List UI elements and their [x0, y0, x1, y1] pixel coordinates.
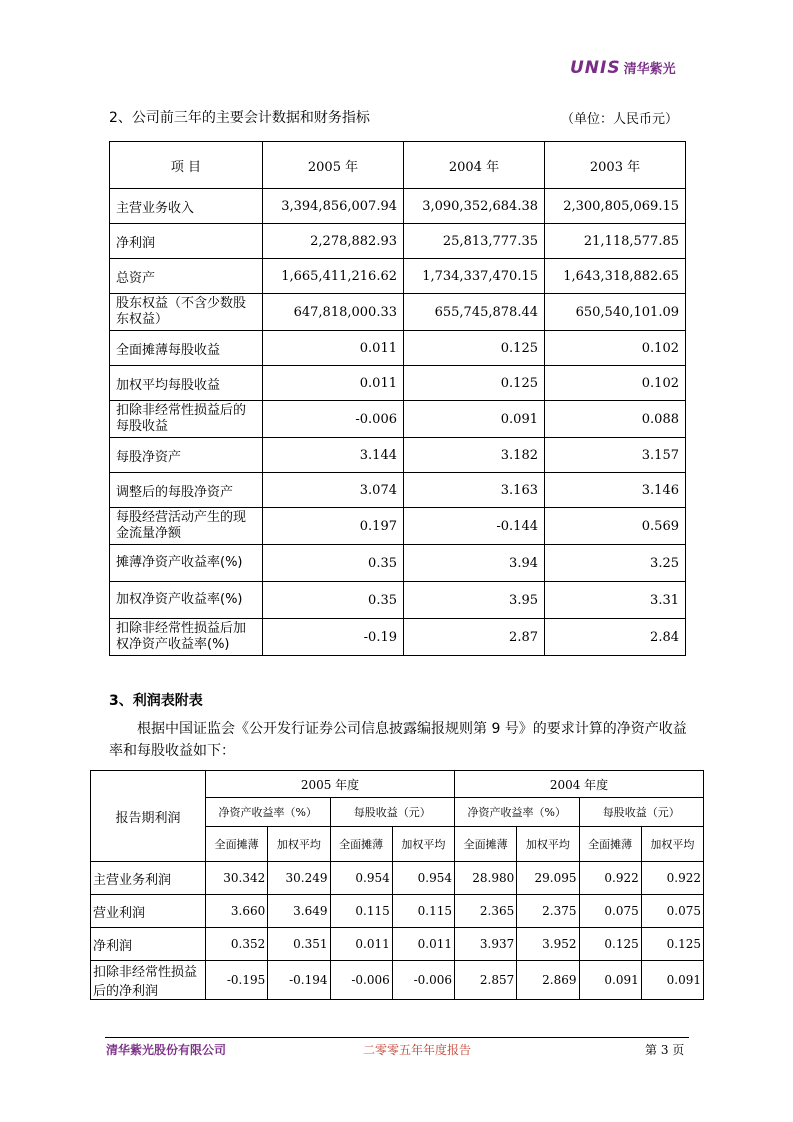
value-cell: 2.375 [517, 895, 579, 928]
value-cell: 0.922 [579, 862, 641, 895]
value-cell: 3.952 [517, 928, 579, 961]
value-cell: 650,540,101.09 [545, 294, 686, 331]
row-label: 主营业务收入 [110, 189, 263, 224]
value-cell: 0.125 [579, 928, 641, 961]
sub-header: 加权平均 [517, 827, 579, 862]
value-cell: -0.195 [206, 961, 268, 1000]
group-header: 净资产收益率（%） [206, 798, 331, 827]
value-cell: 30.249 [268, 862, 330, 895]
value-cell: 25,813,777.35 [404, 224, 545, 259]
value-cell: 0.102 [545, 331, 686, 366]
value-cell: 0.091 [404, 401, 545, 438]
row-header-cell: 报告期利润 [91, 771, 206, 862]
sub-header: 全面摊薄 [330, 827, 392, 862]
table-row [110, 331, 686, 366]
value-cell: 3.660 [206, 895, 268, 928]
value-cell: 3.157 [545, 438, 686, 473]
table-row [110, 545, 686, 582]
value-cell: 0.35 [263, 582, 404, 619]
column-header: 2005 年 [263, 142, 404, 189]
table-row [110, 189, 686, 224]
row-label: 全面摊薄每股收益 [110, 331, 263, 366]
value-cell: 3.95 [404, 582, 545, 619]
value-cell: 0.091 [641, 961, 703, 1000]
row-label: 净利润 [110, 224, 263, 259]
value-cell: 0.115 [392, 895, 454, 928]
table-row [110, 582, 686, 619]
table-row [110, 294, 686, 331]
value-cell: -0.006 [392, 961, 454, 1000]
section3-title: 3、利润表附表 [109, 693, 203, 709]
value-cell: 0.102 [545, 366, 686, 401]
table-row [110, 259, 686, 294]
sub-header: 全面摊薄 [206, 827, 268, 862]
value-cell: 0.011 [263, 331, 404, 366]
value-cell: 0.197 [263, 508, 404, 545]
value-cell: -0.006 [330, 961, 392, 1000]
value-cell: 29.095 [517, 862, 579, 895]
value-cell: 0.011 [330, 928, 392, 961]
value-cell: 0.115 [330, 895, 392, 928]
value-cell: 1,734,337,470.15 [404, 259, 545, 294]
value-cell: 655,745,878.44 [404, 294, 545, 331]
table-row [110, 473, 686, 508]
value-cell: 0.125 [404, 331, 545, 366]
value-cell: 2,300,805,069.15 [545, 189, 686, 224]
table-row [110, 508, 686, 545]
row-label: 每股净资产 [110, 438, 263, 473]
table-row [91, 862, 704, 895]
column-header: 2003 年 [545, 142, 686, 189]
value-cell: 647,818,000.33 [263, 294, 404, 331]
value-cell: 2.84 [545, 619, 686, 656]
value-cell: 3.144 [263, 438, 404, 473]
table-row [110, 366, 686, 401]
value-cell: 0.351 [268, 928, 330, 961]
row-label: 主营业务利润 [91, 862, 206, 895]
footer-report-title: 二零零五年年度报告 [363, 1043, 472, 1057]
table-row [91, 928, 704, 961]
group-header: 净资产收益率（%） [455, 798, 580, 827]
value-cell: 0.075 [641, 895, 703, 928]
row-label: 每股经营活动产生的现金流量净额 [110, 508, 263, 545]
row-label: 摊薄净资产收益率(%) [110, 545, 263, 582]
year-header: 2005 年度 [206, 771, 455, 798]
logo-text-en: UNIS [570, 58, 621, 78]
value-cell: 0.088 [545, 401, 686, 438]
value-cell: 2.869 [517, 961, 579, 1000]
column-header: 项 目 [110, 142, 263, 189]
value-cell: 2,278,882.93 [263, 224, 404, 259]
row-label: 总资产 [110, 259, 263, 294]
value-cell: -0.144 [404, 508, 545, 545]
value-cell: 0.569 [545, 508, 686, 545]
value-cell: 3.31 [545, 582, 686, 619]
row-label: 加权净资产收益率(%) [110, 582, 263, 619]
row-label: 扣除非经常性损益后的每股收益 [110, 401, 263, 438]
company-logo [570, 58, 676, 78]
value-cell: 21,118,577.85 [545, 224, 686, 259]
table-row [91, 961, 704, 1000]
value-cell: -0.006 [263, 401, 404, 438]
column-header: 2004 年 [404, 142, 545, 189]
value-cell: 2.857 [455, 961, 517, 1000]
sub-header: 全面摊薄 [579, 827, 641, 862]
value-cell: 0.091 [579, 961, 641, 1000]
sub-header: 加权平均 [392, 827, 454, 862]
table-row [110, 401, 686, 438]
value-cell: 28.980 [455, 862, 517, 895]
unit-label: （单位：人民币元） [561, 112, 679, 127]
value-cell: 1,665,411,216.62 [263, 259, 404, 294]
value-cell: 0.011 [263, 366, 404, 401]
value-cell: 3.182 [404, 438, 545, 473]
value-cell: 3,394,856,007.94 [263, 189, 404, 224]
value-cell: 0.011 [392, 928, 454, 961]
sub-header: 加权平均 [268, 827, 330, 862]
financial-indicators-table [109, 141, 686, 656]
sub-header: 加权平均 [641, 827, 703, 862]
value-cell: 1,643,318,882.65 [545, 259, 686, 294]
value-cell: 3.146 [545, 473, 686, 508]
group-header: 每股收益（元） [579, 798, 704, 827]
value-cell: 3.163 [404, 473, 545, 508]
section2-title: 2、公司前三年的主要会计数据和财务指标 [109, 110, 370, 126]
footer-page-number: 第 3 页 [645, 1043, 685, 1057]
footer-company: 清华紫光股份有限公司 [106, 1043, 227, 1057]
logo-text-cn: 清华紫光 [623, 62, 676, 77]
value-cell: -0.19 [263, 619, 404, 656]
row-label: 调整后的每股净资产 [110, 473, 263, 508]
row-label: 扣除非经常性损益后的净利润 [91, 961, 206, 1000]
value-cell: 30.342 [206, 862, 268, 895]
group-header: 每股收益（元） [330, 798, 455, 827]
value-cell: 3,090,352,684.38 [404, 189, 545, 224]
value-cell: 0.125 [641, 928, 703, 961]
sub-header: 全面摊薄 [455, 827, 517, 862]
value-cell: 3.074 [263, 473, 404, 508]
row-label: 股东权益（不含少数股东权益） [110, 294, 263, 331]
profit-supplement-table [90, 770, 704, 1000]
table-row [91, 895, 704, 928]
table-header-row [110, 142, 686, 189]
footer-divider [105, 1037, 689, 1038]
value-cell: 3.937 [455, 928, 517, 961]
value-cell: 0.954 [330, 862, 392, 895]
value-cell: 3.25 [545, 545, 686, 582]
value-cell: 3.94 [404, 545, 545, 582]
row-label: 净利润 [91, 928, 206, 961]
row-label: 营业利润 [91, 895, 206, 928]
value-cell: 0.922 [641, 862, 703, 895]
section3-paragraph: 根据中国证监会《公开发行证券公司信息披露编报规则第 9 号》的要求计算的净资产收益率和每股收益如下： [109, 721, 687, 759]
value-cell: 2.365 [455, 895, 517, 928]
value-cell: 0.075 [579, 895, 641, 928]
value-cell: 0.35 [263, 545, 404, 582]
value-cell: 0.352 [206, 928, 268, 961]
year-header: 2004 年度 [455, 771, 704, 798]
value-cell: 3.649 [268, 895, 330, 928]
table-row [110, 619, 686, 656]
table-row [110, 224, 686, 259]
value-cell: 0.125 [404, 366, 545, 401]
row-label: 加权平均每股收益 [110, 366, 263, 401]
table-row [110, 438, 686, 473]
value-cell: -0.194 [268, 961, 330, 1000]
value-cell: 0.954 [392, 862, 454, 895]
value-cell: 2.87 [404, 619, 545, 656]
row-label: 扣除非经常性损益后加权净资产收益率(%) [110, 619, 263, 656]
